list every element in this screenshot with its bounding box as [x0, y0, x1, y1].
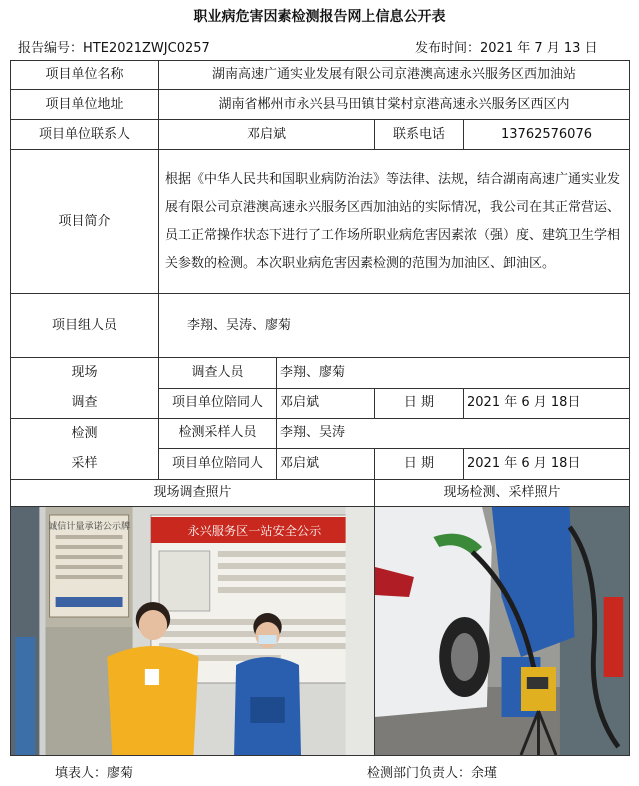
survey-escort-value: 邓启斌: [277, 388, 375, 419]
document-title: 职业病危害因素检测报告网上信息公开表: [193, 9, 446, 25]
survey-label-line2: 调查: [71, 395, 98, 410]
sampling-date-label: 日 期: [375, 448, 464, 479]
survey-photo-header: 现场调查照片: [11, 480, 375, 507]
contact-label: 项目单位联系人: [11, 120, 159, 150]
sampling-date-value: 2021 年 6 月 18日: [464, 448, 630, 479]
filler: [55, 762, 133, 781]
department-head-value: 余瑾: [471, 766, 498, 781]
filler-label: 填表人：: [55, 766, 108, 781]
sampling-staff-value: 李翔、吴涛: [277, 419, 630, 449]
sampling-photo-header: 现场检测、采样照片: [375, 480, 630, 507]
sampling-escort-value: 邓启斌: [277, 448, 375, 479]
report-number-label: 报告编号：: [18, 41, 84, 56]
sampling-photo-image: [375, 507, 629, 755]
sampling-photo-cell: [375, 507, 630, 756]
department-head: [367, 762, 497, 781]
sampling-staff-label: 检测采样人员: [159, 419, 277, 449]
address-value: 湖南省郴州市永兴县马田镇甘棠村京港高速永兴服务区西区内: [159, 90, 630, 120]
phone-label: 联系电话: [375, 120, 464, 150]
unit-name-value: 湖南高速广通实业发展有限公司京港澳高速永兴服务区西加油站: [159, 61, 630, 90]
phone-value: 13762576076: [464, 120, 630, 150]
safety-board-text: 永兴服务区一站安全公示: [187, 524, 322, 538]
notice-board-text: 诚信计量承诺公示牌: [48, 522, 131, 532]
survey-photo: [11, 507, 374, 755]
survey-date-label: 日 期: [375, 388, 464, 419]
intro-text: 根据《中华人民共和国职业病防治法》等法律、法规，结合湖南高速广通实业发展有限公司京港澳高速永兴服务区西加油站的实际情况，我公司在其正常营运、员工正常操作状态下进行了工作场所职业病危害因素浓（强）度、建筑卫生学相关参数的检测。本次职业病危害因素检测的范围为加油区、卸油区。: [159, 150, 630, 294]
intro-label: 项目简介: [11, 150, 159, 294]
sampling-label-line2: 采样: [71, 456, 98, 471]
filler-value: 廖菊: [107, 766, 134, 781]
report-number: [18, 37, 210, 56]
survey-date-value: 2021 年 6 月 18日: [464, 388, 630, 419]
survey-staff-value: 李翔、廖菊: [277, 358, 630, 389]
address-label: 项目单位地址: [11, 90, 159, 120]
sampling-label-line1: 检测: [71, 426, 98, 441]
sampling-label: [11, 419, 159, 480]
unit-name-label: 项目单位名称: [11, 61, 159, 90]
sampling-escort-label: 项目单位陪同人: [159, 448, 277, 479]
team-value: 李翔、吴涛、廖菊: [159, 294, 630, 358]
publish-date-value: 2021 年 7 月 13 日: [480, 41, 598, 56]
survey-label-line1: 现场: [71, 365, 98, 380]
survey-escort-label: 项目单位陪同人: [159, 388, 277, 419]
publish-date: [415, 37, 598, 56]
info-table: [10, 60, 630, 756]
team-label: 项目组人员: [11, 294, 159, 358]
department-head-label: 检测部门负责人：: [367, 766, 472, 781]
survey-photo-image: [11, 507, 374, 755]
sampling-photo: [375, 507, 629, 755]
survey-staff-label: 调查人员: [159, 358, 277, 389]
survey-photo-cell: [11, 507, 375, 756]
survey-label: [11, 358, 159, 419]
contact-value: 邓启斌: [159, 120, 375, 150]
publish-date-label: 发布时间：: [415, 41, 481, 56]
report-number-value: HTE2021ZWJC0257: [83, 41, 210, 56]
